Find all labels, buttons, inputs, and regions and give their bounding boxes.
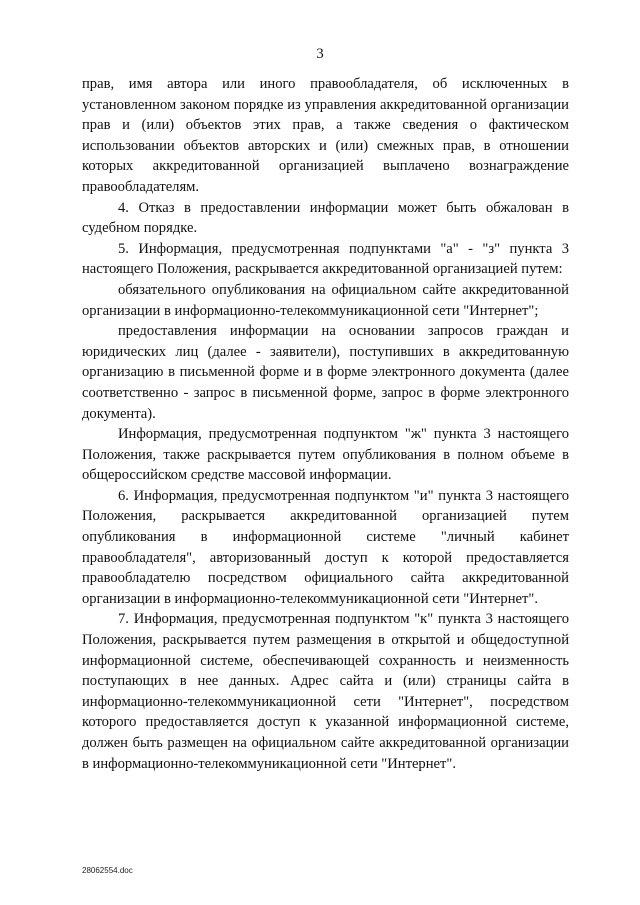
- paragraph: 7. Информация, предусмотренная подпунктом "к" пункта 3 настоящего Положения, раскрывается путем размещения в открытой и общедоступной информационной системе, обеспечивающей сохранность и неизменность поступающих в нее данных. Адрес сайта и (или) страницы сайта в информационно-телекоммуникационной сети "Интернет", посредством которого предоставляется доступ к указанной информационной системе, должен быть размещен на официальном сайте аккредитованной организации в информационно-телекоммуникационной сети "Интернет".: [82, 611, 569, 772]
- paragraph: 6. Информация, предусмотренная подпунктом "и" пункта 3 настоящего Положения, раскрывается аккредитованной организацией путем опубликования в информационной системе "личный кабинет правообладателя", авторизованный доступ к которой предоставляется правообладателю посредством официального сайта аккредитованной организации в информационно-телекоммуникационной сети "Интернет".: [82, 487, 569, 607]
- document-body: [82, 74, 569, 774]
- footer-filename: 28062554.doc: [82, 866, 133, 875]
- page-number: 3: [316, 46, 324, 62]
- paragraph: 4. Отказ в предоставлении информации может быть обжалован в судебном порядке.: [82, 199, 569, 237]
- paragraph: Информация, предусмотренная подпунктом "ж" пункта 3 настоящего Положения, также раскрывается путем опубликования в полном объеме в общероссийском средстве массовой информации.: [82, 426, 569, 484]
- paragraph: предоставления информации на основании запросов граждан и юридических лиц (далее - заявители), поступивших в аккредитованную организацию в письменной форме и в форме электронного документа (далее соответственно - запрос в письменной форме, запрос в форме электронного документа).: [82, 323, 569, 422]
- paragraph: прав, имя автора или иного правообладателя, об исключенных в установленном законом порядке из управления аккредитованной организации прав и (или) объектов этих прав, а также сведения о фактическом использовании объектов авторских и (или) смежных прав, в отношении которых аккредитованной организацией выплачено вознаграждение правообладателям.: [82, 76, 569, 195]
- paragraph: обязательного опубликования на официальном сайте аккредитованной организации в информационно-телекоммуникационной сети "Интернет";: [82, 281, 569, 319]
- paragraph: 5. Информация, предусмотренная подпунктами "а" - "з" пункта 3 настоящего Положения, раскрывается аккредитованной организацией путем:: [82, 240, 569, 278]
